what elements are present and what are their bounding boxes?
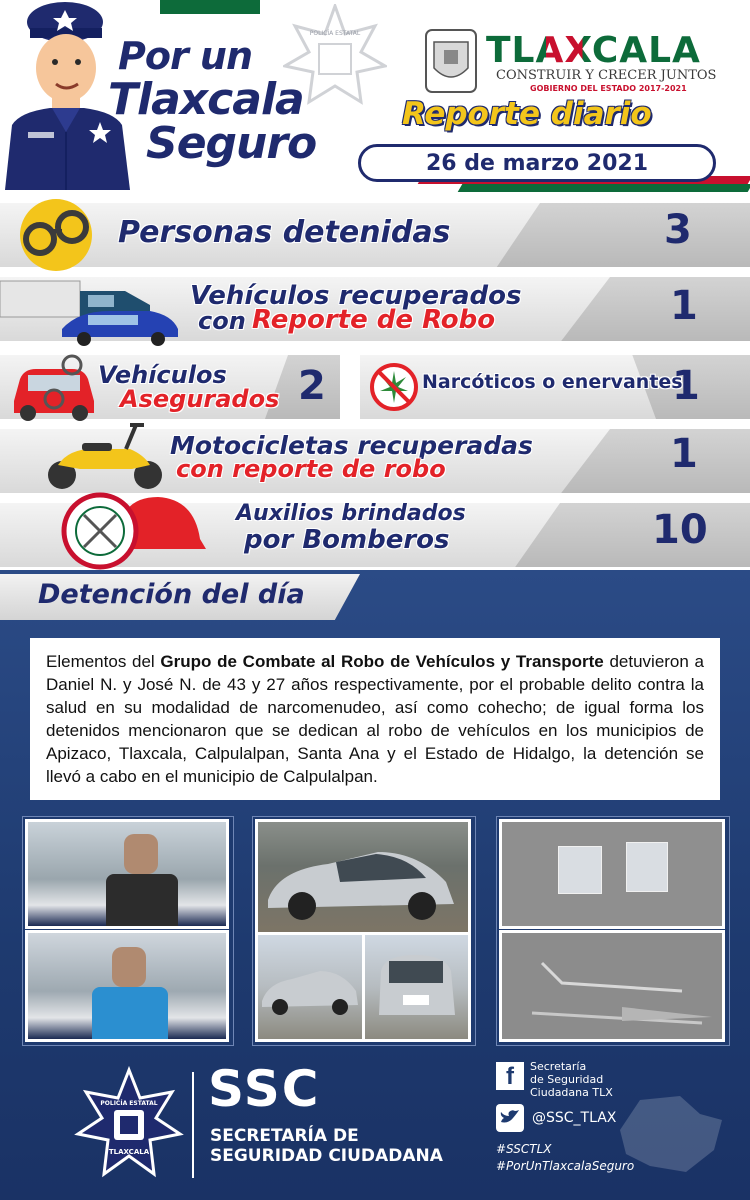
stat-motos-label-2: con reporte de robo <box>176 455 446 483</box>
evidence-bag-2 <box>626 842 668 892</box>
vehicle-photo-rear <box>362 932 471 1042</box>
silver-car-icon <box>258 822 468 932</box>
report-date-pill <box>358 144 716 182</box>
no-drugs-icon <box>368 359 420 415</box>
detention-section <box>0 570 750 1200</box>
stat-detenidas-label: Personas detenidas <box>118 215 451 250</box>
facebook-line-2[interactable]: de Seguridad <box>530 1073 604 1086</box>
stat-auxilios-value: 10 <box>652 507 708 553</box>
detainee-1-face-blurred <box>124 834 158 874</box>
evidence-bag-1 <box>558 846 602 894</box>
stats-section <box>0 195 750 570</box>
badge-top-text: POLICÍA ESTATAL <box>100 1100 158 1107</box>
stat-vehiculos-robo-label-2: Reporte de Robo <box>252 305 496 335</box>
detainee-1-photo <box>25 819 229 929</box>
twitter-handle[interactable]: @SSC_TLAX <box>532 1110 617 1126</box>
stat-asegurados-label-2: Asegurados <box>120 385 280 413</box>
stat-detenidas-value: 3 <box>664 207 692 253</box>
header-green-stripe <box>458 184 750 192</box>
detention-unit-name: Grupo de Combate al Robo de Vehículos y Transporte <box>160 652 604 671</box>
state-map-watermark-icon <box>610 1090 730 1180</box>
detention-text-body: detuvieron a Daniel N. y José N. de 43 y 27 años respectivamente, por el probable delito contra la salud en su modalidad de narcomenudeo, así como cohecho; de igual forma los detenidos mencionaron que se dedican al robo de vehículos en los municipios de Apizaco, Tlaxcala, Calpulalpan, Santa Ana y el Estado de Hidalgo, la detención se llevó a cabo en el municipio de Calpulalpan. <box>46 652 705 786</box>
coat-of-arms-icon <box>424 28 478 94</box>
detention-title: Detención del día <box>38 579 305 610</box>
badge-bottom-text: TLAXCALA <box>108 1148 150 1156</box>
silver-car-rear-icon <box>365 935 468 1039</box>
detainee-2-shirt <box>92 987 168 1039</box>
truck-and-car-icon <box>0 271 200 349</box>
state-motto: CONSTRUIR Y CRECER JUNTOS <box>496 68 717 83</box>
vehicle-photo-side <box>255 932 365 1042</box>
vehicle-photo-main <box>255 819 471 935</box>
stat-auxilios-label-2: por Bomberos <box>244 525 450 555</box>
detainee-2-face-blurred <box>112 947 146 987</box>
detainee-1-shirt <box>106 874 178 926</box>
slogan-line-3: Seguro <box>146 118 317 169</box>
footer-divider <box>192 1072 194 1178</box>
ssc-name-line-1: SECRETARÍA DE <box>210 1126 359 1146</box>
evidence-tools-photo <box>499 930 725 1042</box>
firefighter-badge-icon <box>60 491 206 571</box>
ssc-name-line-2: SEGURIDAD CIUDADANA <box>210 1146 443 1166</box>
motorcycle-icon <box>40 419 170 491</box>
badge-watermark-text: POLICÍA ESTATAL <box>309 30 361 37</box>
stat-asegurados-value: 2 <box>298 363 326 409</box>
state-logo-text <box>486 30 701 71</box>
detention-text-box <box>30 638 720 800</box>
stat-vehiculos-robo-value: 1 <box>670 283 698 329</box>
report-title: Reporte diario <box>402 96 652 132</box>
silver-car-side-icon <box>258 935 362 1039</box>
facebook-line-1[interactable]: Secretaría <box>530 1060 587 1073</box>
detention-text-pre: Elementos del <box>46 652 161 671</box>
header <box>0 0 750 195</box>
stat-motos-label-1: Motocicletas recuperadas <box>170 431 533 460</box>
car-handcuffs-icon <box>6 351 102 423</box>
footer <box>0 1060 750 1200</box>
handcuffs-icon <box>10 197 102 273</box>
stat-asegurados-label-1: Vehículos <box>98 361 227 389</box>
state-government: GOBIERNO DEL ESTADO 2017-2021 <box>530 84 687 93</box>
stat-auxilios-label-1: Auxilios brindados <box>236 501 466 526</box>
twitter-icon[interactable] <box>496 1104 524 1132</box>
slogan-line-1: Por un <box>118 34 253 78</box>
police-badge-watermark-icon <box>283 4 387 108</box>
hashtag-ssctlx[interactable]: #SSCTLX <box>496 1142 552 1156</box>
stat-narcoticos-value: 1 <box>672 363 700 409</box>
police-badge-icon <box>74 1066 184 1186</box>
stat-narcoticos-label: Narcóticos o enervantes <box>422 371 683 393</box>
stat-vehiculos-robo-con: con <box>198 307 246 335</box>
detainee-2-photo <box>25 930 229 1042</box>
stat-vehiculos-robo-label-1: Vehículos recuperados <box>190 281 522 311</box>
evidence-bags-photo <box>499 819 725 929</box>
facebook-line-3[interactable]: Ciudadana TLX <box>530 1086 613 1099</box>
facebook-icon[interactable]: f <box>496 1062 524 1090</box>
state-name: TLAXCALA <box>486 30 701 71</box>
report-date: 26 de marzo 2021 <box>425 150 649 176</box>
stat-motos-value: 1 <box>670 431 698 477</box>
hashtag-por-un-tlaxcala-seguro[interactable]: #PorUnTlaxcalaSeguro <box>496 1159 635 1173</box>
slogan-line-2: Tlaxcala <box>108 74 304 125</box>
ssc-abbr: SSC <box>208 1060 321 1118</box>
lock-picks-icon <box>502 933 722 1039</box>
